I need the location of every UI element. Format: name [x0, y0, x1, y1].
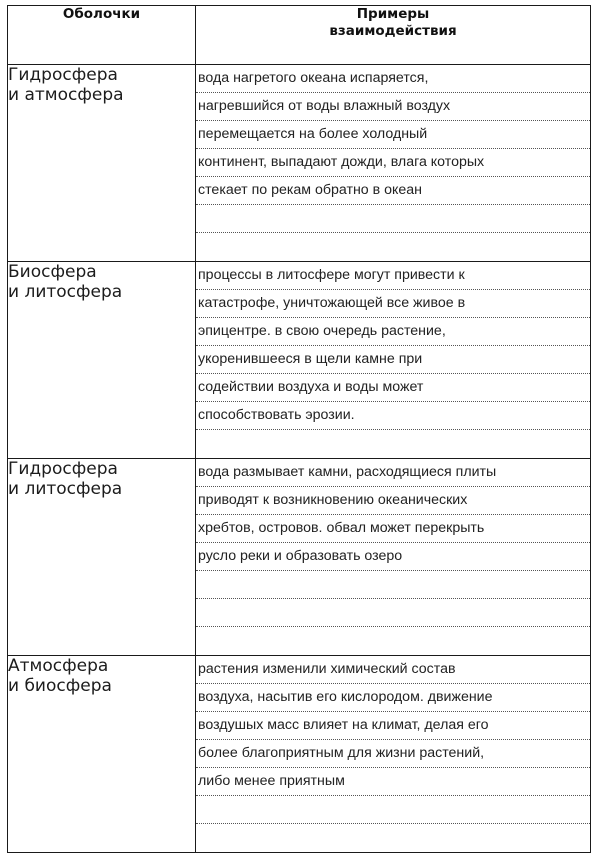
answer-line[interactable]	[196, 571, 590, 599]
answer-line[interactable]	[196, 205, 590, 233]
header-shells	[8, 6, 196, 65]
shell-name-line2: и атмосфера	[8, 85, 124, 105]
header-examples	[196, 6, 591, 65]
shell-cell	[8, 65, 196, 262]
answer-line[interactable]: содействии воздуха и воды может	[196, 374, 590, 402]
header-shells-label: Оболочки	[62, 6, 141, 22]
shell-name-line2: и литосфера	[8, 282, 123, 302]
answer-line[interactable]: катастрофе, уничтожающей все живое в	[196, 290, 590, 318]
interaction-table	[7, 5, 591, 853]
answer-line[interactable]: континент, выпадают дожди, влага которых	[196, 149, 590, 177]
answer-line[interactable]: эпицентре. в свою очередь растение,	[196, 318, 590, 346]
answer-line[interactable]: либо менее приятным	[196, 768, 590, 796]
answer-line[interactable]: приводят к возникновению океанических	[196, 487, 590, 515]
answer-line[interactable]: процессы в литосфере могут привести к	[196, 262, 590, 290]
answer-line[interactable]: нагревшийся от воды влажный воздух	[196, 93, 590, 121]
table-header-row	[8, 6, 591, 65]
answer-line[interactable]: перемещается на более холодный	[196, 121, 590, 149]
answer-cell[interactable]	[196, 65, 591, 262]
shell-cell	[8, 262, 196, 459]
answer-line[interactable]: русло реки и образовать озеро	[196, 543, 590, 571]
answer-line[interactable]: воздушых масс влияет на климат, делая его	[196, 712, 590, 740]
table-row	[8, 262, 591, 459]
answer-line[interactable]: более благоприятным для жизни растений,	[196, 740, 590, 768]
answer-cell[interactable]	[196, 459, 591, 656]
table-row	[8, 656, 591, 853]
answer-line[interactable]: вода нагретого океана испаряется,	[196, 65, 590, 93]
answer-line[interactable]	[196, 599, 590, 627]
header-examples-line2: взаимодействия	[329, 23, 457, 39]
shell-name-line1: Гидросфера	[8, 459, 118, 479]
shell-name-line1: Атмосфера	[8, 656, 109, 676]
shell-name-line2: и биосфера	[8, 676, 112, 696]
shell-cell	[8, 656, 196, 853]
answer-line[interactable]: воздуха, насытив его кислородом. движение	[196, 684, 590, 712]
answer-line[interactable]: способствовать эрозии.	[196, 402, 590, 430]
table-row	[8, 459, 591, 656]
answer-line[interactable]: укоренившееся в щели камне при	[196, 346, 590, 374]
shell-cell	[8, 459, 196, 656]
shell-name-line1: Гидросфера	[8, 65, 118, 85]
answer-cell[interactable]	[196, 656, 591, 853]
answer-cell[interactable]	[196, 262, 591, 459]
shell-name-line2: и литосфера	[8, 479, 123, 499]
table-row	[8, 65, 591, 262]
shell-name-line1: Биосфера	[8, 262, 97, 282]
answer-line[interactable]: хребтов, островов. обвал может перекрыть	[196, 515, 590, 543]
header-examples-line1: Примеры	[356, 6, 430, 22]
answer-line[interactable]: растения изменили химический состав	[196, 656, 590, 684]
worksheet	[7, 5, 590, 853]
answer-line[interactable]	[196, 796, 590, 824]
answer-line[interactable]: вода размывает камни, расходящиеся плиты	[196, 459, 590, 487]
answer-line[interactable]: стекает по рекам обратно в океан	[196, 177, 590, 205]
